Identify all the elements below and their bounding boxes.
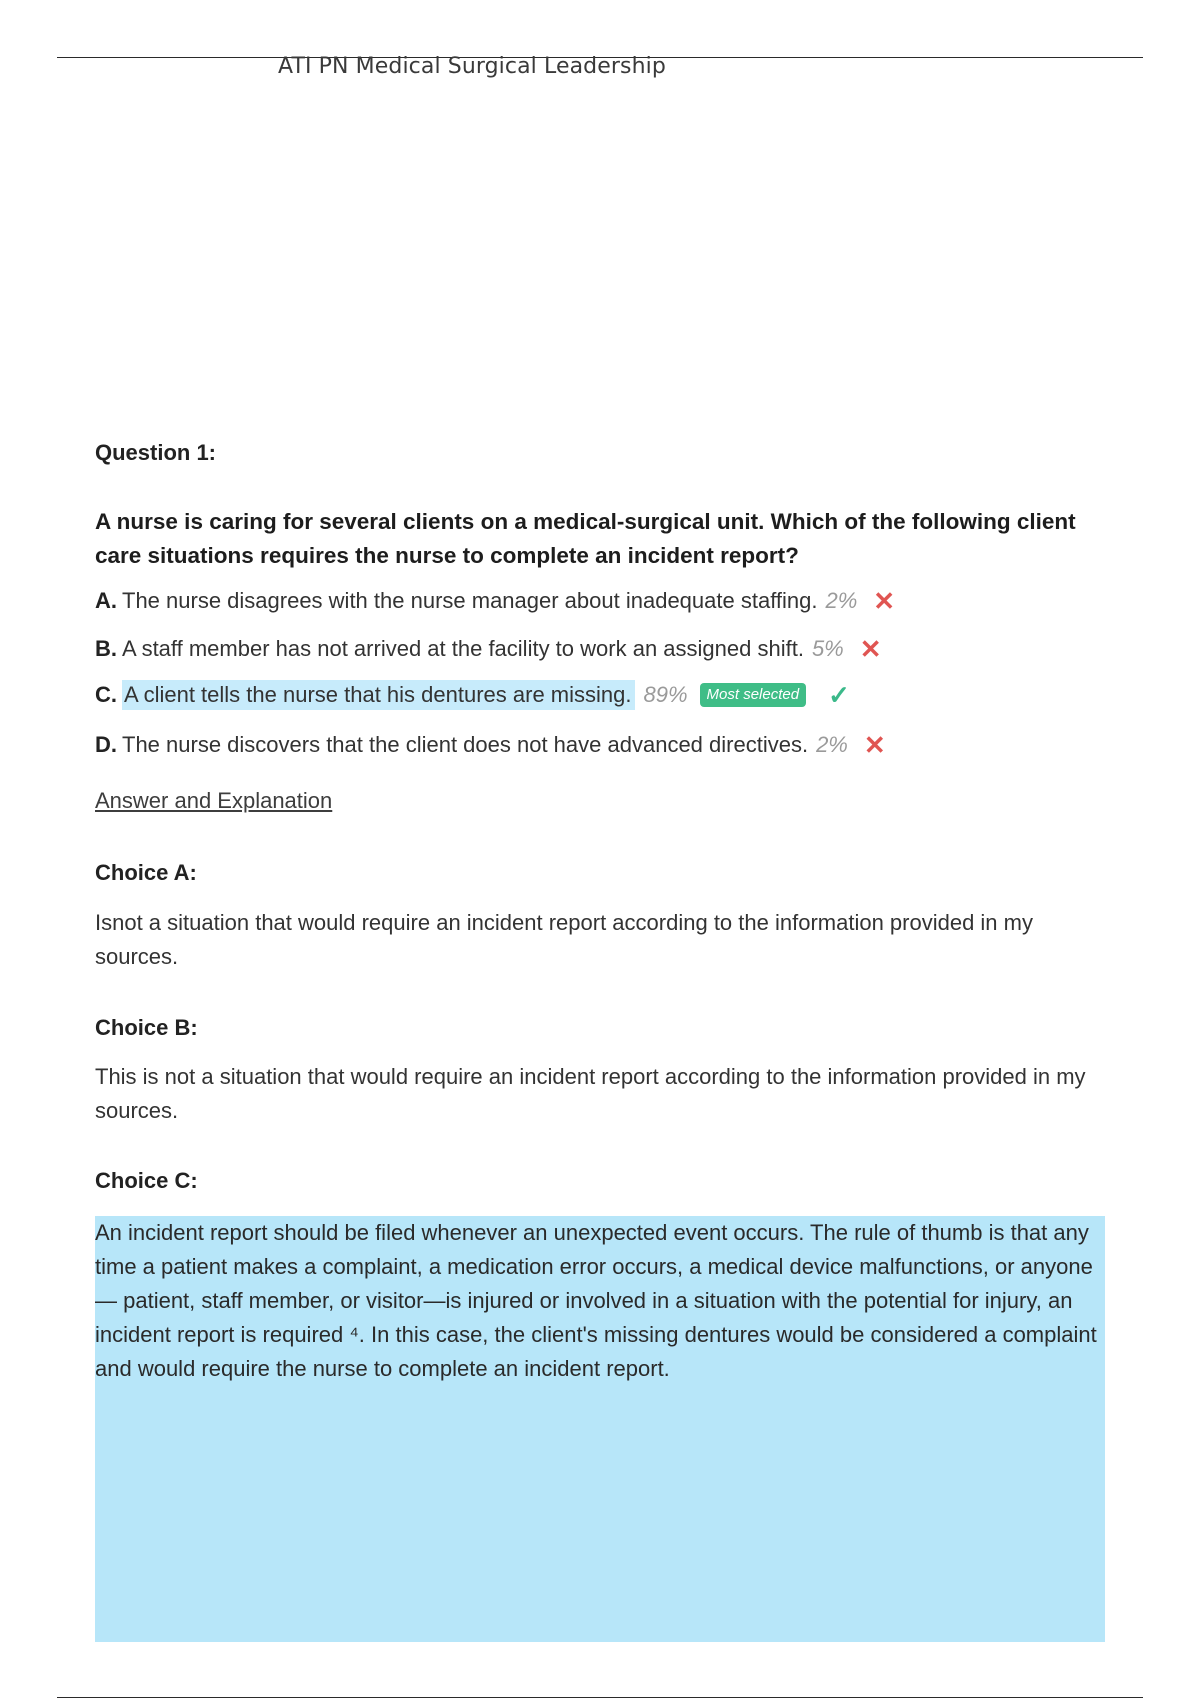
x-icon: ✕ [863,730,886,760]
option-percent: 2% [825,588,858,613]
option-letter: B. [95,636,117,661]
choice-c-heading: Choice C: [95,1168,198,1193]
option-text: The nurse discovers that the client does not have advanced directives. [122,732,809,757]
check-icon: ✓ [828,680,850,710]
x-icon: ✕ [859,634,882,664]
choice-c-text: An incident report should be filed whenever an unexpected event occurs. The rule of thumb is that any time a patient makes a complaint, a medication error occurs, a medical device malfunctions, or anyone— patient, staff member, or visitor—is injured or involved in a situation with the potential for injury, an incident report is required ⁴. In this case, the client's missing dentures would be considered a complaint and would require the nurse to complete an incident report. [95,1220,1097,1381]
option-b[interactable] [95,634,882,664]
option-percent: 2% [816,732,848,757]
option-letter: D. [95,732,117,757]
choice-a-text: Isnot a situation that would require an incident report according to the information provided in my sources. [95,910,1033,969]
choice-c-explanation-box [95,1216,1105,1642]
question-text: A nurse is caring for several clients on a medical-surgical unit. Which of the following client care situations requires the nurse to complete an incident report? [95,509,1076,568]
option-a[interactable] [95,586,895,616]
option-d[interactable] [95,730,886,760]
choice-b-text: This is not a situation that would require an incident report according to the information provided in my sources. [95,1064,1086,1123]
footer-rule [57,1697,1143,1698]
question-heading: Question 1: [95,440,217,465]
option-letter: A. [95,588,117,613]
option-text: A client tells the nurse that his dentures are missing. [122,680,635,710]
answer-explanation-link[interactable]: Answer and Explanation [95,788,333,813]
x-icon: ✕ [873,586,896,616]
choice-b-heading: Choice B: [95,1015,198,1040]
most-selected-badge: Most selected [700,683,807,707]
option-text: The nurse disagrees with the nurse manager about inadequate staffing. [122,588,818,613]
document-title: ATI PN Medical Surgical Leadership [278,54,666,79]
option-letter: C. [95,682,117,707]
option-text: A staff member has not arrived at the facility to work an assigned shift. [122,636,804,661]
option-c[interactable] [95,680,850,710]
choice-a-heading: Choice A: [95,860,197,885]
option-percent: 89% [643,682,688,707]
option-percent: 5% [811,636,844,661]
